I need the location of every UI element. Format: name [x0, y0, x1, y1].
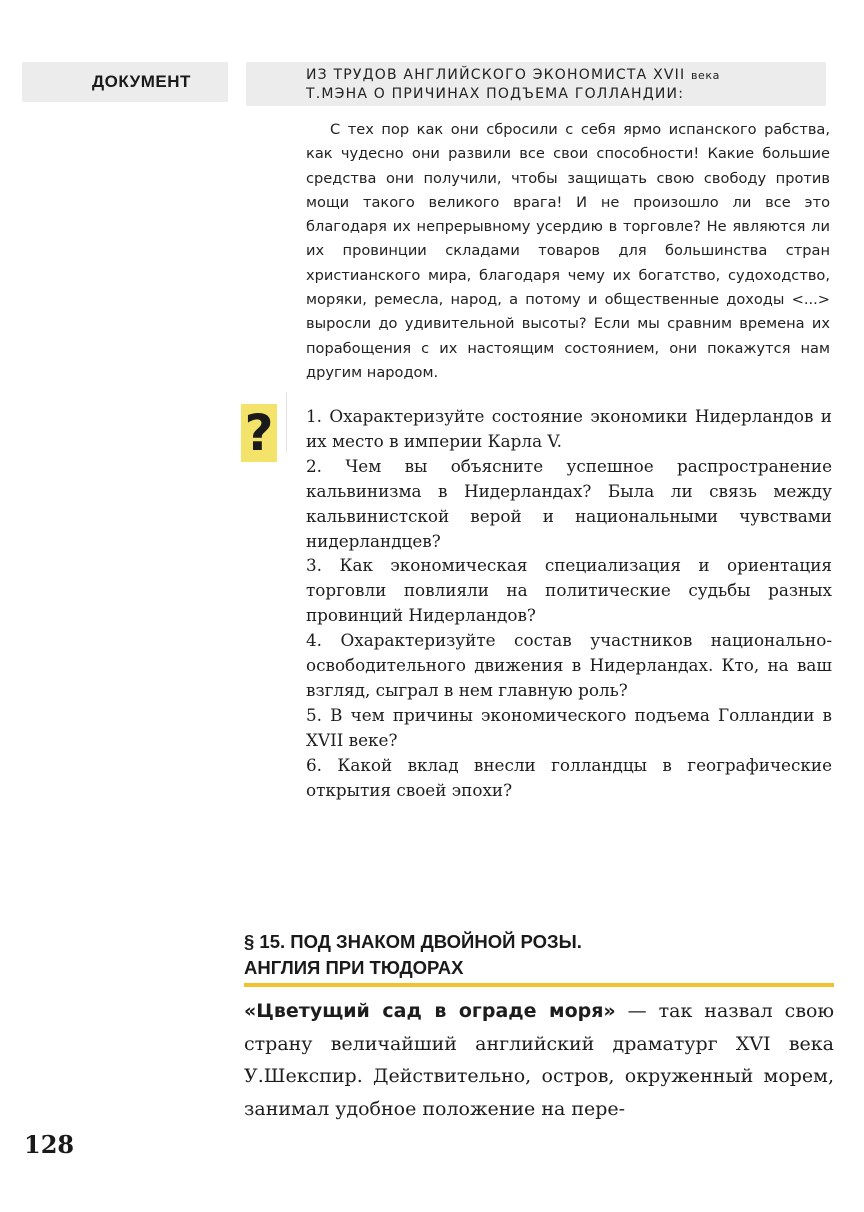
- questions-list: [306, 404, 832, 803]
- section-title-underline: [244, 983, 834, 987]
- document-heading-line-2: Т.МЭНА О ПРИЧИНАХ ПОДЪЕМА ГОЛЛАНДИИ:: [306, 86, 685, 102]
- section-paragraph-text: — так назвал свою страну величайший английский драматург XVI века У.Шекспир. Действительно, остров, окруженный морем, занимал удобное положение на пере-: [244, 1000, 834, 1120]
- section-body: [244, 995, 834, 1125]
- section-title-line-2: АНГЛИЯ ПРИ ТЮДОРАХ: [244, 957, 464, 978]
- question-item: 4. Охарактеризуйте состав участников национально-освободительного движения в Нидерландах. Кто, на ваш взгляд, сыграл в нем главную роль?: [306, 630, 832, 700]
- section-paragraph: [244, 995, 834, 1125]
- question-item: 6. Какой вклад внесли голландцы в географические открытия своей эпохи?: [306, 754, 832, 800]
- document-heading-century: века: [690, 69, 721, 82]
- question-item: 3. Как экономическая специализация и ориентация торговли повлияли на политические судьбы разных провинций Нидерландов?: [306, 555, 832, 626]
- document-quote: [306, 118, 830, 385]
- question-mark-icon: ?: [241, 404, 277, 462]
- question-item: 2. Чем вы объясните успешное распространение кальвинизма в Нидерландах? Была ли связь между кальвинистской верой и национальными чувствами нидерландцев?: [306, 455, 832, 551]
- document-heading: [306, 66, 826, 104]
- document-quote-text: С тех пор как они сбросили с себя ярмо испанского рабства, как чудесно они развили все свои способности! Какие большие средства они получили, чтобы защищать свою свободу против мощи такого великого врага! И не произошло ли все это благодаря их непрерывному усердию в торговле? Не являются ли их провинции складами товаров для большинства стран христианского мира, благодаря чему их богатство, судоходство, моряки, ремесла, народ, а потому и общественные доходы <...> выросли до удивительной высоты? Если мы сравним времена их порабощения с их настоящим состоянием, они покажутся нам другим народом.: [306, 121, 830, 381]
- section-title: [244, 929, 834, 981]
- question-item: 1. Охарактеризуйте состояние экономики Нидерландов и их место в империи Карла V.: [306, 406, 832, 451]
- page-number: 128: [24, 1130, 75, 1159]
- question-item: 5. В чем причины экономического подъема Голландии в XVII веке?: [306, 704, 832, 750]
- document-heading-line-1: [306, 66, 826, 85]
- section-divider: [286, 392, 287, 452]
- document-label: ДОКУМЕНТ: [92, 72, 191, 91]
- document-heading-line-1-main: ИЗ ТРУДОВ АНГЛИЙСКОГО ЭКОНОМИСТА XVII: [306, 67, 691, 83]
- section-lead-quote: «Цветущий сад в ограде моря»: [244, 1000, 616, 1022]
- section-title-line-1: § 15. ПОД ЗНАКОМ ДВОЙНОЙ РОЗЫ.: [244, 931, 582, 952]
